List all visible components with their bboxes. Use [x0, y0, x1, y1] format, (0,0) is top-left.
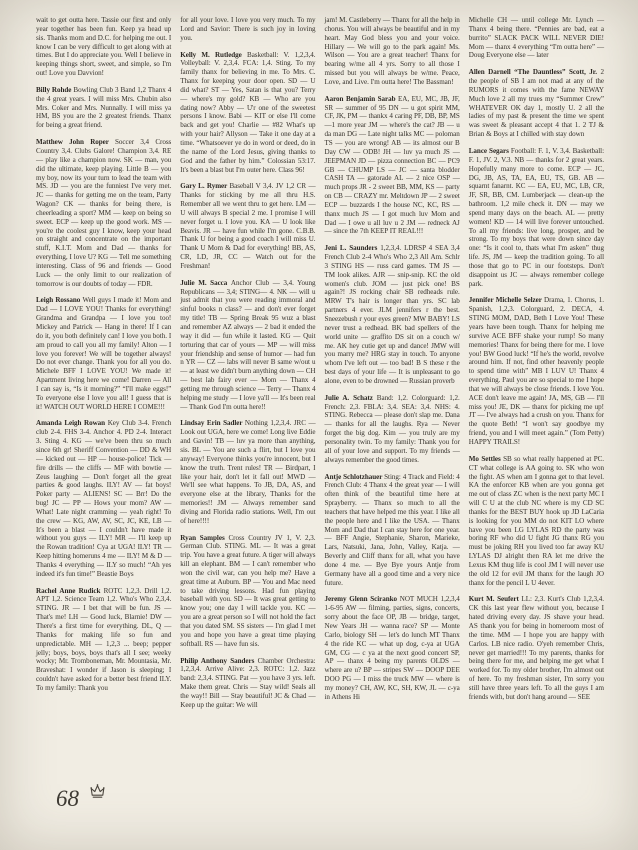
senior-entry: Aaron Benjamin Sarab EA, EU, MC, JB, JF, SR — summer of 95 DN — u got spirit MM, CF, JK, PM — thankx 4 caring PF, DB, BP, MS —1 more year JM — where's the cat? JB — u da man DG — Late night talks MC — poloman TS — you are wrong! AB — its almost our B Day CW — ODB! JH — luv ya much JS — JEEPMAN JD — pizza connection BC — PC9 GB — CHUMP LS — JC — santa blodder CASH TA — gatorade AL — 2 nice OSP — much props JR - 2 sweet BB, MM, KS — party on CB — CRAZY mr. Meltdown JP — 2 sweet ECP — buzzards I the house NC, KC, RS — thanx much JS — I got much luv Mom and Dad — I owe u all luv u 2 JM — redneck AJ — since the 7th KEEP IT REAL!!!	[324, 94, 460, 236]
senior-name: Jennifer Michelle Selzer	[468, 296, 544, 305]
senior-name: Ryan Samples	[180, 533, 229, 542]
senior-name: Philip Anthony Sanders	[180, 656, 258, 665]
senior-entry: Ryan Samples Cross Country JV 1, V. 2,3. German Club. STING. ML — It was a great trip. You have a great future. A tiger will always kill an elephant. BM — I can't remember who won the civil war, can you help me? Have a great time at Auburn. BP — You and Mac need to take driving lessons. Had fun playing baseball with you. SD — It was great getting to know you; one day I will tackle you. KC — you are a great person so I will not hold the fact that you dated SM. SS sisters — I'm glad I met you and hope you have a great time playing softball. RS — have fun sis.	[180, 533, 316, 648]
text-column-3	[325, 16, 460, 718]
senior-name: Allen Darnell “The Dauntless” Scott, Jr.	[468, 68, 601, 77]
senior-entry: Jennifer Michelle Selzer Drama, 1. Chorus, 1. Spanish, 1,2,3. Colorguard, 2. DECA, 4. STING MOM, DAD, Beth I Love You! These years have been tough. Thanx for helping me survive ACE BFF shake your rump! So many memories! Thanx for being there for me. I love you! BW Good luck! “If he's the world, revolve around him. If not, find other heavenly people to spend time with” MB I LUV U! Thanx 4 everything. Paul you are so special to me I hope that we will always be close friends. I love You. ACE don't leave me again! JA, MS, GB — I'll miss you! JE, DK — thanx for picking me up! JT — I've always had a crush on you. Thanx for the quote Beth! “I won't say goodbye my friend, you and I will meet again.” (Tom Petty) HAPPY TRAILS!	[468, 296, 605, 446]
senior-entry: Rachel Anne Rudick ROTC 1,2,3. Drill 1,2. APT 1,2. Science Team 1,2. Who's Who 2,3,4. STING. JR — I bet that will be fun. JS — That's me! LH — Good luck, Blarnie! DW — There's a first time for everything. DL, Q — Thanks for making life so fun and unpredictable. MH — 1,2,3 ... beep; pepper jelly; boys, boys, boys that's all I see; weeky wocky; Mr. Tromboneman, Mr. Mountasia, Mr. Braveshat: I wonder if Jason is sleeping; I couldn't have asked for a better best friend ILY. To my family: Thank you	[36, 586, 172, 692]
senior-entry: Jeremy Glenn Sciranko NOT MUCH 1,2,3,4 1-6-95 AW — filming, parties, signs, concerts, sorry about the face OP, JB — bridge, target, New Years JH — wanna race? SP — Monte Carlo, biology SH — let's do lunch MT Thanx 4 the ride KC — what up dog, c-ya at UGA GM, CG — c ya at the next good concert SP, AP — thanx 4 being my parents OLDS — where are u? BP — stripes SW — DOOP DEE DOO PG — I miss the truck MW — where is my money? CH, AW, KC, SH, KW, JL — c-ya in Athens Hi	[324, 595, 460, 701]
senior-name: Antje Schlotzhauer	[324, 472, 385, 481]
senior-entry: Lindsay Erin Sadler Nothing 1,2,3,4. JRC — Look out UGA, here we come! Long live Eddie and Gavin! TB — luv ya more than anything, sis. BL — You are such a flirt, but I love you anyway! Everyone thinks you're innocent, but I know the truth. Trent rules! TR — Birdpart, I like your hair, don't let it fall out! MWD — We'll see what happens. To JB, DA, AS, and everyone else at the library, Thanks for the memories!! JM — Always remember sand diving and Florida radio stations. Well, I'm out of here!!!!	[180, 419, 316, 525]
senior-name: Aaron Benjamin Sarab	[324, 94, 399, 103]
senior-name: Julie M. Sacca	[180, 278, 231, 287]
senior-entry: Amanda Leigh Rowan Key Club 3-4. French club 2-4. FHS 3-4. Anchor 4. PD 2-4. Interact 3. Sting 4. KG — we've been thru so much since 6th gr! Sheriff Convention — DD & WH — kicked out — HP — house-police! Tick — fire drills — the cliffs — MF with bowtie — Zeus laughing — Don't forget all the great parties & good laughs. ILY! AV — fat boys! Poker party — ALIENS! SC — Brr! Do the bug! JC — PP — Hows your mom? AW — What! Late night cramming — yeah right! To the crew — KG, AW, AV, SC, JC, KE, LB — It's been a blast — I couldn't have made it without you guys — ILY! MR — I'll keep up the Rowan tradition! Cya at UGA! ILY! TR — Keep hitting homeruns 4 me — ILY! M & D — Thanks 4 everything — ILY so much! “Ah yes indeed it's fun time!” Beastie Boys	[36, 419, 172, 578]
senior-entry: Julie M. Sacca Anchor Club — 3,4. Young Republicans — 3,4; STING— 4. NK — will u just admit that you were reading immoral and sinful books n class? — and don't ever forget my title! TB — Spring Break 95 wuz a blast and remember AZ always — 2 bad it ended the way it did — fun while it lasted. KG — Quit torturing that car of yours — MP — will miss your friendship and sense of humor — had fun n YR — CZ — labs will never B same w/out u — at least we didn't burn anything down — CH — best lab fairy ever — Mom — Thanx 4 getting me through science — Terry — Thanx 4 helping me study — I love ya'll — It's been real — Thank God I'm outta here!!	[180, 278, 316, 411]
senior-entry: Philip Anthony Sanders Chamber Orchestra: 1,2,3,4. Arrive Alive: 2,3. ROTC: 1,2. Jazz band: 2,3,4. STING. Pat — you have 3 yrs. left. Make them great. Chris — Stay wild! Seals all the way!! Bill — Stay beautiful! JC & Chad — Keep up the guitar: We will	[180, 656, 316, 709]
senior-entry-continuation: Michelle CH — until college Mr. Lynch — Thanx 4 being there. “Pennies are bad, eat a burrito” SLACK PACK WILL NEVER DIE! Mom — thanx 4 everything “I'm outta here” — Doug Everyone else — later	[468, 16, 604, 60]
senior-name: Amanda Leigh Rowan	[36, 419, 108, 428]
senior-entry: Lance Segars Football: F. 1, V. 3,4. Basketball: F. 1, JV. 2, V.3. NB — thanks for 2 great years. Hopefully many more to come. ECP — JC, DG, JB, AS, TA, EA, EU, TS, GB. AB — squarnt fanarnt. KC — EA, EU, MC, LB, CR, JF, SR, BB, CM. Lumberjack — clean-up the bathroom. 1,2 mile check it. DN — may we spend many days on the beach. AL — pretty women! KD — 14 will live forever untouched. To all my friends: live long, prosper, and be strong. To my boys that were down since day one: “Is it cool to, thats what I'm asken” thug life. JS, JM — keep the tradition going. To all those that go to PC in our footsteps. Don't disappoint us JC — always remember college park.	[468, 146, 604, 288]
senior-entry: Gary L. Rymer Baseball V 3,4. JV 1,2 CR — Thanks for sticking by me all thru H.S. Remember all we went thru to get here. LM — U will always B special 2 me. I promise I will never forget u. I love you. KA — U look like Beavis. JR — have fun while I'm gone. C.B.B. Thank U for being a good coach I will miss U. Thank U Mom & Dad for everything! BB, AS, CR, LD, JR, CC — Watch out for the Freshman!	[180, 182, 316, 270]
crown-doodle-icon	[89, 783, 106, 804]
senior-entry: Kurt M. Seufert LL: 2,3. Kurt's Club 1,2,3,4. CK this last year flew without you, because I hated driving every day. JS shave your head. AS thank you for being in homeroom most of the time. MM — I hope you are happy with Carlos. LB nice radio. O'yeh remember Chris, never get married!!! To my parents, thanks for being there for me, and helping me get what I worked for. To my older brother, I'm almost out of here. To my freshman sister, I'm sorry you still have three years left. To all the guys I am friends with, but don't hang around — SEE	[468, 595, 604, 701]
senior-entry-continuation: jam! M. Castleberry — Thanx for all the help in chorus. You will always be beautiful and in my heart. May God bless you and your voice. Hillary — We will go to the park again! Ms. Wilson — You are a great teacher! Thanx for bearing w/me all 4 yrs. Sorry to all those I missed but you will always be w/me. Peace, Love, and Live. I'm outta here! The Bassman!	[324, 16, 460, 86]
senior-name: Rachel Anne Rudick	[36, 586, 104, 595]
senior-name: Kurt M. Seufert	[468, 595, 522, 604]
senior-entry: Matthew John Roper Soccer 3,4 Cross Country 3,4. Clubs Galore! Champion 3,4. RE — play like a champion now. SK — man, you did the ultimate, keep playing. Little B — you my boy, now its your turn to lead the team with MS. JD — you are the funniest I've very met. JC — thanks for getting me on the team, Party Wagon? CK — thanks for being there, is cheerleading a sport? MM — keep on being so sweet. ECP — keep up the good work. MS — you're the coolest guy I know, keep your head on straight and concentrate on the important stuff, K.I.T. Mom and Dad — thanks for everything, I love U? KG — Tell me something interesting. Class of 96 and friends — Good Luck — the only limit to our realization of tomorrow is our doubts of today — FDR.	[36, 138, 172, 288]
senior-name: Gary L. Rymer	[180, 182, 230, 191]
senior-name: Mo Settles	[468, 454, 504, 463]
senior-entry: Mo Settles SB so what really happened at PC. CT what college is AA going to. SK who won the fight. AS when am I gonna get to that level. KA the enforcer KB when are you gonna get me out of class ZC when is the next party MC I will C U at the club NC where is my CD SC thanks for the BEST BUY hook up JD LaCaria is looking for you MM do not KIT LO where have you been LG LYLAS RD the party was boring RF who did U fight JG thanx RG you must be joking RH you lived too far away KU LYLAS DJ alright then RA let me drive the Lexus KM thug life is cool JM I will never use the old 12 for evil JM thanx for the laugh JO thanx for the pencil L U 4ever.	[468, 454, 605, 587]
senior-name: Matthew John Roper	[36, 138, 116, 147]
senior-entry: Jeni L. Saunders 1,2,3,4. LDRSP 4 SEA 3,4 French Club 2-4 Who's Who 2,3 All Am. Schlr 3 STING HS — russ card games. TM JS — TM look alikes. AJR — snip-snip. KC the old women's club. JOM — just pick one! BS again?! JS rocking chair SB redheads rule. MRW T's hair is longer than yrs. SC lab partners 4 ever. JLM jennifers r the best. Sneezebush r your eyes green? MW BABY! LS never trust a redhead. BK bad spellers of the world unite — graffito DS sit on a couch w/ me. AK hey cutie get up and dance! JMW will you marry me? HRG stay in touch. To anyone whom I've left out — too bad! B S these r the best days of your life — It is unpleasant to go alone, even to be drowned — Russian proverb	[324, 244, 460, 385]
senior-entry-continuation: for all your love. I love you very much. To my Lord and Savior: There is such joy in loving you.	[180, 16, 316, 42]
senior-entry: Billy Rohde Bowling Club 3 Band 1,2 Thanx 4 the 4 great years. I will miss Mrs. Chubin also Mrs. Coker and Mrs. Nunnally. I will miss ya HM, BS you are the 2 greatest friends. Thanx for being a great friend.	[36, 85, 172, 130]
senior-name: Jeremy Glenn Sciranko	[324, 595, 400, 604]
page-footer	[56, 783, 106, 810]
senior-entry: Allen Darnell “The Dauntless” Scott, Jr. 2 the people of SB I am not mad at any of the RUMORS it comes with the fame NEWAY Much love 2 all my trues my “Summer Crew” WHATEVER OK day 1, mostly U. 2 all the ladies of my past & present the time we spent was sweet & pleasant accept 4 that 1. 2 TJ & Brian & Boys at I chilled with stay down	[468, 68, 604, 139]
senior-name: Lance Segars	[468, 146, 511, 155]
senior-entry: Leigh Rossano Well guys I made it! Mom and Dad — I LOVE YOU! Thanks for everything! Grandma and Grandpa — I love you too! Mickey and Patrick — Hang in there! If I can do it, you both definitely can! I love you both. I am proud to call you all my family! Alton — I love you forever! We will be together always! Do not ever change. Thank you for all you do. Michele BFF I LOVE YOU! We made it! Apartment living here we come! Darren — All I can say is, “Is it morning?” “I'll make eggs!” To everyone else I love you all! I guess that is it! WATCH OUT WORLD HERE I COME!!!	[36, 296, 172, 411]
senior-name: Lindsay Erin Sadler	[180, 419, 245, 428]
senior-entry-continuation: wait to get outta here. Tassie our first and only year together has been fun. Keep ya head up sis. Thanks mom and D.C. for helping me out. I know I can be very difficult to get along with at times. But I do appreciate you. Well I believe in keeping things short, sweet, and simple, so I'm out! Love you Davvion!	[36, 16, 172, 78]
senior-entry: Antje Schlotzhauer Sting: 4 Track and Field: 4 French Club: 4 Thanx 4 the great year — I will often think of the beautiful time here at Sprayberry. — Thanx so much to all the teachers that have helped me this year. I like all the people here and I like the USA. — Thanx Mom and Dad that I can stay here for one year. — BFF Angie, Stephanie, Sharon, Marieke, Lars, Natsuki, Jana, John, Valley, Katja. — Beverly and Cliff thanx for all, what you have done 4 me. — Bye Bye yours Antje from Germany have all a good time and a very nice future.	[324, 472, 460, 587]
senior-name: Jeni L. Saunders	[324, 244, 381, 253]
page-number: 68	[56, 786, 79, 811]
senior-name: Kelly M. Rutledge	[180, 50, 248, 59]
senior-messages-text	[36, 16, 604, 718]
senior-entry: Julie A. Schatz Band: 1,2. Colorguard: 1,2. French: 2,3. FBLA: 3,4. SEA: 3,4. NHS: 4. STING. Rebecca — please don't slap me. Dana — thanks for all the laughs. Rya — Never forget the big dog. Kim — you truly are my personality twin. To my family: Thank you for all of your love and support. To my friends — always remember the good times.	[324, 393, 460, 464]
text-column-1	[36, 16, 171, 718]
senior-name: Billy Rohde	[36, 85, 74, 94]
senior-entry: Kelly M. Rutledge Basketball: V. 1,2,3,4. Volleyball: V. 2,3,4. FCA: 1,4. Sting. To my family thanx for believing in me. To Mrs. C. Thanx for keeping your door open. SD — U did what? ST — Yes, Satan is that you? Terry — where's my gold? KB — Who are you dating now? Abby — U'r one of the sweetest persons I know. Babi — KIT or else I'll come back and get you! Charlie — #82 What's up with your hair? Allyson — Take it one day at a time. “Whatsoever ye do in word or deed, do in the name of the Lord Jesus, giving thanks to God and the father by him.” Colossian 53:17. It's been a blast but I'm outer here. Class 96!	[180, 50, 316, 174]
text-column-4	[469, 16, 604, 718]
senior-name: Leigh Rossano	[36, 296, 83, 305]
senior-name: Julie A. Schatz	[324, 393, 377, 402]
text-column-2	[180, 16, 315, 718]
